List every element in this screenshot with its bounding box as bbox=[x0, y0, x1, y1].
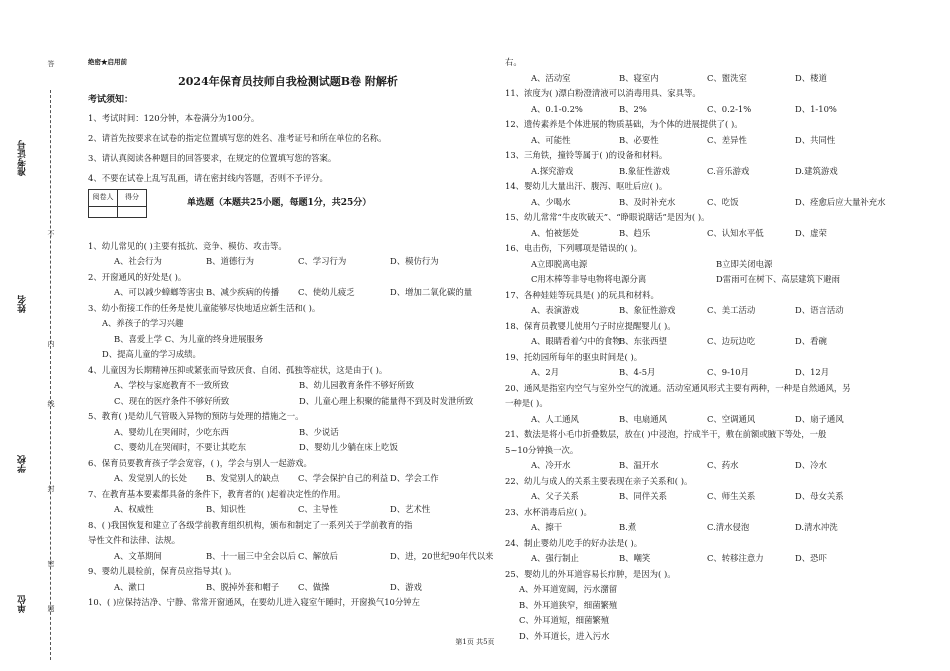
option-row bbox=[88, 394, 488, 410]
answer-option: C、差异性 bbox=[707, 134, 747, 145]
answer-option: C、婴幼儿在哭闹时，不要让其吃东 bbox=[114, 442, 247, 452]
answer-option: B立即关闭电源 bbox=[716, 258, 773, 269]
answer-option: A立即脱离电源 bbox=[531, 258, 588, 269]
answer-option: D、语言活动 bbox=[795, 305, 844, 315]
answer-option: B、寝室内 bbox=[619, 72, 659, 83]
option-row bbox=[505, 334, 925, 350]
question-text: 22、幼儿与成人的关系主要表现在亲子关系和( )。 bbox=[505, 475, 693, 486]
answer-option: C、外耳道短，细菌繁殖 bbox=[519, 615, 610, 625]
notice-heading: 考试须知： bbox=[88, 94, 134, 105]
seal-line bbox=[50, 90, 51, 660]
option-row bbox=[505, 551, 925, 567]
answer-option: A、社会行为 bbox=[114, 256, 162, 266]
answer-option: C、转移注意力 bbox=[707, 553, 764, 563]
answer-option: B、喜爱上学 C、为儿童的终身进展服务 bbox=[114, 333, 264, 344]
option-row bbox=[505, 365, 925, 381]
question-text: 15、幼儿常常“牛皮吹破天”、“睁眼说瞎话”是因为( )。 bbox=[505, 212, 710, 222]
seal-mark-5: 封 bbox=[47, 485, 55, 492]
answer-option: B、象征性游戏 bbox=[619, 305, 676, 315]
answer-option: A、擦干 bbox=[531, 522, 563, 532]
seal-mark-2: 不 bbox=[47, 230, 55, 237]
binding-margin bbox=[8, 40, 55, 630]
label-name: 姓名 bbox=[18, 295, 28, 313]
option-row bbox=[505, 257, 925, 273]
answer-option: A、可以减少蟑螂等害虫 bbox=[114, 287, 204, 297]
question-text: 导性文件和法律、法规。 bbox=[88, 535, 181, 545]
question-list-right bbox=[505, 55, 925, 644]
notice-item: 2、请首先按要求在试卷的指定位置填写您的姓名、准考证号和所在单位的名称。 bbox=[88, 132, 387, 143]
answer-option: C、师生关系 bbox=[707, 491, 756, 501]
seal-mark-3: 内 bbox=[47, 340, 55, 347]
question-text: 2、开窗通风的好处是( )。 bbox=[88, 271, 187, 282]
option-row bbox=[88, 502, 488, 518]
answer-option: A、养孩子的学习兴趣 bbox=[102, 318, 184, 328]
answer-option: B、知识性 bbox=[206, 504, 246, 514]
answer-option: D、痊愈后应大量补充水 bbox=[795, 196, 886, 207]
option-row bbox=[505, 71, 925, 87]
option-row bbox=[505, 164, 925, 180]
question-text: 5、教育( )是幼儿气管吸入异物的预防与处理的措施之一。 bbox=[88, 411, 304, 421]
answer-option: D.清水冲洗 bbox=[795, 522, 838, 532]
option-row bbox=[88, 549, 494, 565]
answer-option: C、做操 bbox=[298, 581, 330, 592]
answer-option: D.建筑游戏 bbox=[795, 165, 838, 176]
question-text: 6、保育员要教育孩子学会宽容，( )，学会与别人一起游戏。 bbox=[88, 457, 312, 468]
question-text: 4、儿童因为长期精神压抑或紧张而导致厌食、自闭、孤独等症状，这是由于( )。 bbox=[88, 364, 388, 375]
answer-option: D、恐吓 bbox=[795, 553, 827, 563]
question-text: 9、婴幼儿晨检前，保育员应指导其( )。 bbox=[88, 566, 237, 576]
answer-option: D雷雨可在树下、高层建筑下避雨 bbox=[716, 274, 840, 284]
question-list-left bbox=[88, 239, 494, 611]
right-column bbox=[505, 55, 925, 644]
answer-option: C、药水 bbox=[707, 460, 739, 470]
answer-option: D、儿童心理上积聚的能量得不到及时发泄所致 bbox=[299, 395, 474, 406]
question-text: 12、遗传素养是个体进展的物质基础，为个体的进展提供了( )。 bbox=[505, 119, 743, 129]
answer-option: D、扇子通风 bbox=[795, 413, 844, 424]
answer-option: B、及时补充水 bbox=[619, 196, 676, 207]
answer-option: B、2% bbox=[619, 103, 647, 114]
answer-option: A.探究游戏 bbox=[531, 165, 574, 176]
question-text: 右。 bbox=[505, 57, 522, 67]
option-row bbox=[88, 425, 488, 441]
answer-option: B、4-5月 bbox=[619, 367, 656, 377]
option-row bbox=[505, 412, 925, 428]
notice-item: 4、不要在试卷上乱写乱画，请在密封线内答题，否则不予评分。 bbox=[88, 172, 328, 183]
question-text: 19、托幼园所每年的驱虫时间是( )。 bbox=[505, 351, 643, 362]
seal-mark-7: 题 bbox=[47, 605, 55, 612]
answer-option: B、十一届三中全会以后 bbox=[206, 550, 296, 561]
question-text: 13、三角铁，撞铃等属于( )的设备和材料。 bbox=[505, 150, 668, 160]
answer-option: D、进，20世纪90年代以来 bbox=[390, 550, 494, 561]
answer-option: D、冷水 bbox=[795, 460, 827, 470]
option-row bbox=[505, 226, 925, 242]
answer-option: A、外耳道宽阔，污水潴留 bbox=[519, 584, 618, 594]
answer-option: C.音乐游戏 bbox=[707, 165, 750, 176]
answer-option: C、认知水平低 bbox=[707, 227, 764, 238]
answer-option: C、9-10月 bbox=[707, 367, 749, 377]
answer-option: D、艺术性 bbox=[390, 504, 431, 514]
answer-option: B、幼儿园教育条件不够好所致 bbox=[299, 380, 415, 390]
answer-option: C用木棒等非导电物将电源分离 bbox=[531, 274, 647, 284]
answer-option: C、边玩边吃 bbox=[707, 336, 756, 346]
answer-option: A、2月 bbox=[531, 367, 560, 377]
answer-option: B、电扇通风 bbox=[619, 413, 668, 424]
answer-option: A、少喝水 bbox=[531, 196, 571, 207]
score-header-grader: 阅卷人 bbox=[89, 190, 118, 207]
answer-option: B、脱掉外套和帽子 bbox=[206, 581, 280, 592]
option-row bbox=[505, 195, 925, 211]
answer-option: B、减少疾病的传播 bbox=[206, 287, 280, 297]
answer-option: D、增加二氧化碳的量 bbox=[390, 287, 473, 297]
answer-option: A、文革期间 bbox=[114, 550, 162, 561]
left-column bbox=[88, 55, 494, 611]
answer-option: B、发觉别人的缺点 bbox=[206, 473, 280, 483]
option-row bbox=[88, 378, 488, 394]
option-row bbox=[505, 133, 925, 149]
answer-option: B、同伴关系 bbox=[619, 491, 668, 501]
page-title: 2024年保育员技师自我检测试题B卷 附解析 bbox=[178, 74, 398, 88]
answer-option: C、美工活动 bbox=[707, 305, 756, 315]
answer-option: B.象征性游戏 bbox=[619, 165, 670, 176]
question-text: 8、( )我国恢复和建立了各级学前教育组织机构，颁布和制定了一系列关于学前教育的指 bbox=[88, 519, 413, 530]
answer-option: A、活动室 bbox=[531, 72, 571, 83]
question-text: 11、浓度为( )漂白粉澄清液可以消毒用具、家具等。 bbox=[505, 88, 701, 98]
question-text: 18、保育员教婴儿使用勺子时应提醒婴儿( )。 bbox=[505, 320, 676, 331]
option-row bbox=[505, 489, 925, 505]
answer-option: A、漱口 bbox=[114, 581, 146, 592]
answer-option: B、东张西望 bbox=[619, 336, 668, 346]
question-text: 21、数法是将小毛巾折叠数层，放在( )中浸泡，拧成半干，敷在前额或腋下等处，一般 bbox=[505, 429, 827, 439]
answer-option: A、强行制止 bbox=[531, 553, 579, 563]
question-text: 16、电击伤，下列哪项是错误的( )。 bbox=[505, 243, 643, 253]
answer-option: D、提高儿童的学习成绩。 bbox=[102, 349, 201, 359]
question-text: 23、水杯消毒后应( )。 bbox=[505, 506, 592, 517]
score-header-score: 得分 bbox=[118, 190, 147, 207]
answer-option: A、可能性 bbox=[531, 134, 571, 145]
option-row bbox=[505, 272, 925, 288]
answer-option: D、楼道 bbox=[795, 72, 827, 83]
answer-option: D、模仿行为 bbox=[390, 256, 439, 266]
answer-option: A、怕被惩处 bbox=[531, 227, 579, 238]
answer-option: C、主导性 bbox=[298, 504, 338, 514]
answer-option: C、使幼儿疲乏 bbox=[298, 287, 355, 297]
answer-option: C、解放后 bbox=[298, 550, 338, 561]
answer-option: C、吃饭 bbox=[707, 196, 739, 207]
option-row bbox=[88, 285, 488, 301]
answer-option: D、母女关系 bbox=[795, 491, 844, 501]
question-text: 3、幼小衔接工作的任务是使儿童能够尽快地适应新生活和( )。 bbox=[88, 302, 321, 313]
option-row bbox=[88, 471, 488, 487]
answer-option: A、眼睛看着勺中的食物 bbox=[531, 336, 621, 346]
question-text: 24、制止婴幼儿吃手的好办法是( )。 bbox=[505, 537, 643, 548]
label-school: 学校 bbox=[18, 455, 28, 473]
answer-option: A、人工通风 bbox=[531, 413, 579, 424]
option-row bbox=[505, 458, 925, 474]
question-text: 7、在教育基本要素都具备的条件下，教育者的( )起着决定性的作用。 bbox=[88, 488, 346, 499]
question-text: 5~10分钟换一次。 bbox=[505, 444, 579, 455]
answer-option: A、父子关系 bbox=[531, 491, 579, 501]
answer-option: A、权威性 bbox=[114, 504, 154, 514]
answer-option: B、外耳道狭窄，细菌繁殖 bbox=[519, 599, 618, 610]
option-row bbox=[88, 440, 488, 456]
answer-option: D、学会工作 bbox=[390, 473, 439, 483]
seal-mark-1: 答 bbox=[47, 60, 55, 67]
answer-option: C.清水侵泡 bbox=[707, 522, 750, 532]
answer-option: C、现在的医疗条件不够好所致 bbox=[114, 395, 230, 406]
label-exam-number: 准考证号 bbox=[18, 140, 28, 176]
seal-mark-6: 密 bbox=[47, 560, 55, 567]
answer-option: D、1-10% bbox=[795, 103, 837, 114]
answer-option: D、虚荣 bbox=[795, 227, 827, 238]
question-text: 17、各种娃娃等玩具是( )的玩具和材料。 bbox=[505, 289, 659, 300]
question-text: 14、婴幼儿大量出汗、腹泻、呕吐后应( )。 bbox=[505, 181, 668, 191]
option-row bbox=[505, 520, 925, 536]
page-footer: 第1页 共5页 bbox=[455, 638, 495, 646]
notice-item: 1、考试时间：120分钟，本卷满分为100分。 bbox=[88, 112, 260, 123]
question-text: 一种是( )。 bbox=[505, 398, 548, 408]
section-title: 单选题（本题共25小题，每题1分，共25分） bbox=[187, 197, 372, 208]
question-text: 1、幼儿常见的( )主要有抵抗、竞争、模仿、攻击等。 bbox=[88, 240, 287, 251]
answer-option: D、外耳道长，进入污水 bbox=[519, 630, 610, 641]
option-row bbox=[505, 102, 925, 118]
answer-option: C、学会保护自己的利益 bbox=[298, 473, 389, 483]
question-text: 25、婴幼儿的外耳道容易长疖肿，是因为( )。 bbox=[505, 568, 676, 579]
answer-option: D、游戏 bbox=[390, 581, 422, 592]
answer-option: A、发觉别人的长处 bbox=[114, 473, 188, 483]
answer-option: A、学校与家庭教育不一致所致 bbox=[114, 380, 229, 390]
question-text: 10、( )应保持洁净、宁静、常常开窗通风，在要幼儿进入寝室午睡时，开窗换气10分钟左 bbox=[88, 597, 421, 607]
answer-option: A、0.1-0.2% bbox=[531, 103, 583, 114]
answer-option: D、共同性 bbox=[795, 134, 836, 145]
answer-option: A、婴幼儿在哭闹时，少吃东西 bbox=[114, 426, 229, 437]
answer-option: C、盥洗室 bbox=[707, 72, 747, 83]
answer-option: C、学习行为 bbox=[298, 256, 347, 266]
answer-option: D、看碗 bbox=[795, 336, 827, 346]
answer-option: B、嘲笑 bbox=[619, 553, 651, 563]
answer-option: C、空调通风 bbox=[707, 413, 756, 424]
option-row bbox=[88, 332, 488, 348]
seal-mark-4: 线 bbox=[47, 400, 55, 407]
label-unit: 单位 bbox=[18, 595, 28, 613]
option-row bbox=[88, 254, 488, 270]
answer-option: B、少说话 bbox=[299, 426, 339, 437]
score-cell-grader[interactable] bbox=[89, 206, 118, 217]
score-section bbox=[88, 191, 488, 217]
option-row bbox=[505, 303, 925, 319]
secret-mark: 绝密★启用前 bbox=[88, 58, 127, 66]
answer-option: B.煮 bbox=[619, 522, 637, 532]
notice-item: 3、请认真阅读各种题目的回答要求，在规定的位置填写您的答案。 bbox=[88, 152, 337, 163]
answer-option: A、冷开水 bbox=[531, 460, 571, 470]
option-row bbox=[88, 580, 488, 596]
score-table bbox=[88, 189, 147, 218]
answer-option: B、温开水 bbox=[619, 460, 659, 470]
answer-option: B、趋乐 bbox=[619, 227, 651, 238]
score-cell-score[interactable] bbox=[118, 206, 147, 217]
answer-option: B、必要性 bbox=[619, 134, 659, 145]
answer-option: C、0.2-1% bbox=[707, 103, 752, 114]
answer-option: A、表演游戏 bbox=[531, 305, 579, 315]
answer-option: B、道德行为 bbox=[206, 256, 255, 266]
question-text: 20、通风是指室内空气与室外空气的流通。活动室通风形式主要有两种，一种是自然通风，另 bbox=[505, 382, 851, 393]
answer-option: D、12月 bbox=[795, 367, 830, 377]
answer-option: D、婴幼儿少躺在床上吃饭 bbox=[299, 442, 398, 452]
